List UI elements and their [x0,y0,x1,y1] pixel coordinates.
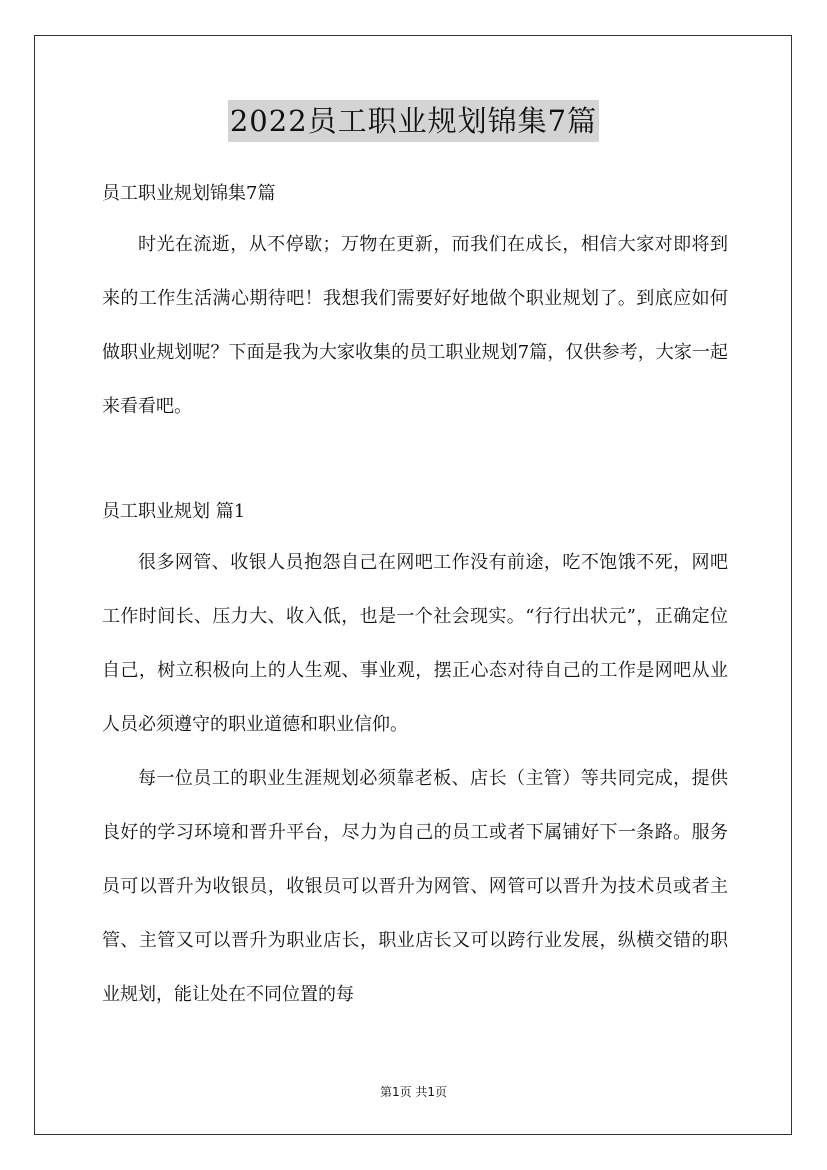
document-title [0,100,827,142]
section-paragraph-1: 很多网管、收银人员抱怨自己在网吧工作没有前途，吃不饱饿不死，网吧工作时间长、压力大、收入低，也是一个社会现实。“行行出状元”，正确定位自己，树立积极向上的人生观、事业观，摆正心态对待自己的工作是网吧从业人员必须遵守的职业道德和职业信仰。 [102,552,728,735]
document-subtitle: 员工职业规划锦集7篇 [102,183,276,204]
page-footer: 第1页 共1页 [379,1085,448,1099]
document-body [102,170,728,1022]
section-paragraph-2: 每一位员工的职业生涯规划必须靠老板、店长（主管）等共同完成，提供良好的学习环境和晋升平台，尽力为自己的员工或者下属铺好下一条路。服务员可以晋升为收银员，收银员可以晋升为网管、网管可以晋升为技术员或者主管、主管又可以晋升为职业店长，职业店长又可以跨行业发展，纵横交错的职业规划，能让处在不同位置的每 [102,768,728,1005]
section-spacer [102,434,728,488]
intro-paragraph: 时光在流逝，从不停歇；万物在更新，而我们在成长，相信大家对即将到来的工作生活满心期待吧！我想我们需要好好地做个职业规划了。到底应如何做职业规划呢？下面是我为大家收集的员工职业规划7篇，仅供参考，大家一起来看看吧。 [102,234,728,417]
document-title-text: 2022员工职业规划锦集7篇 [228,100,599,142]
section-heading: 员工职业规划 篇1 [102,501,246,522]
